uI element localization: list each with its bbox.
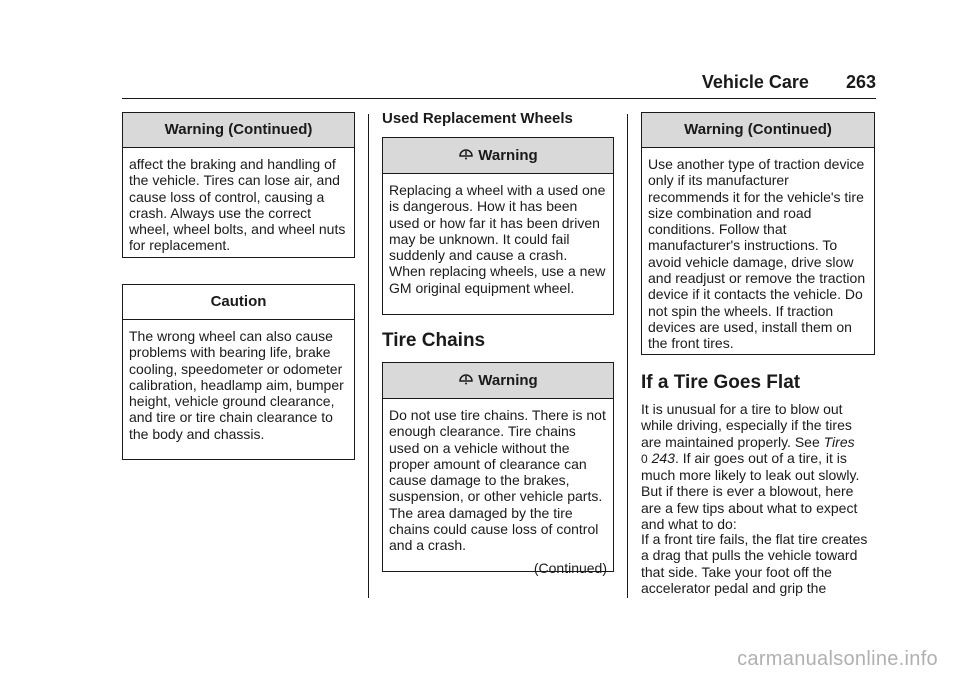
tire-chains-heading: Tire Chains — [382, 330, 486, 351]
flat-tire-paragraph-2: If a front tire fails, the flat tire creates a drag that pulls the vehicle toward that side. Take your foot off the accelerator pedal and grip the — [641, 531, 868, 596]
warning-continued-box-col1 — [122, 112, 355, 258]
page-ref-arrow-icon: 0 — [641, 451, 648, 466]
warning-icon — [458, 371, 474, 387]
warning-box-text: Use another type of traction device only if its manufacturer recommends it for the vehicle's tire size combination and road conditions. Follow that manufacturer's instructions. To avoid vehicle damage, drive slow and readjust or remove the traction device if it contacts the vehicle. Do not spin the wheels. If traction devices are used, install them on the front tires. — [648, 156, 866, 352]
warning-box-used-wheels — [382, 137, 614, 315]
warning-box-title: Warning — [478, 372, 538, 389]
warning-box-text: affect the braking and handling of the vehicle. Tires can lose air, and cause loss of control, causing a crash. Always use the correct wheel, wheel bolts, and wheel nuts for replacement. — [129, 156, 346, 254]
continued-label: (Continued) — [533, 559, 607, 576]
used-replacement-wheels-heading: Used Replacement Wheels — [382, 110, 573, 127]
page-header — [0, 72, 876, 93]
column-divider-1 — [368, 114, 369, 598]
tires-link[interactable]: Tires — [823, 433, 855, 450]
warning-box-text: Replacing a wheel with a used one is dangerous. How it has been used or how far it has been driven may be unknown. It could fail suddenly and cause a crash. When replacing wheels, use a new GM original equipment wheel. — [389, 182, 606, 296]
caution-box-text: The wrong wheel can also cause problems with bearing life, brake cooling, speedometer or odometer calibration, headlamp aim, bumper height, vehicle ground clearance, and tire or tire chain clearance to the body and chassis. — [129, 328, 344, 442]
warning-box-title: Warning (Continued) — [642, 113, 874, 148]
warning-continued-box-col3 — [641, 112, 875, 355]
column-divider-2 — [627, 114, 628, 598]
watermark: carmanualsonline.info — [737, 648, 938, 670]
flat-tire-paragraph-1 — [641, 401, 873, 532]
warning-icon — [458, 146, 474, 162]
page-number: 263 — [845, 72, 876, 92]
para-text: It is unusual for a tire to blow out while driving, especially if the tires are maintained properly. See — [641, 401, 852, 450]
warning-box-title: Warning — [478, 147, 538, 164]
section-title: Vehicle Care — [701, 72, 809, 92]
warning-box-header — [383, 363, 613, 399]
warning-box-title: Warning (Continued) — [123, 113, 354, 148]
if-a-tire-goes-flat-heading: If a Tire Goes Flat — [641, 372, 801, 393]
warning-box-tire-chains — [382, 362, 614, 576]
header-rule — [122, 98, 876, 99]
warning-box-text: Do not use tire chains. There is not enough clearance. Tire chains used on a vehicle without the proper amount of clearance can cause damage to the brakes, suspension, or other vehicle parts. The area damaged by the tire chains could cause loss of control and a crash. — [389, 407, 606, 554]
caution-box-title: Caution — [123, 285, 354, 320]
warning-box-header — [383, 138, 613, 174]
page-ref-link[interactable]: 243 — [651, 449, 675, 466]
para-text: . If air goes out of a tire, it is much more likely to leak out slowly. But if there is ever a blowout, here are a few tips about what to expect and what to do: — [641, 449, 860, 533]
caution-box — [122, 284, 355, 460]
